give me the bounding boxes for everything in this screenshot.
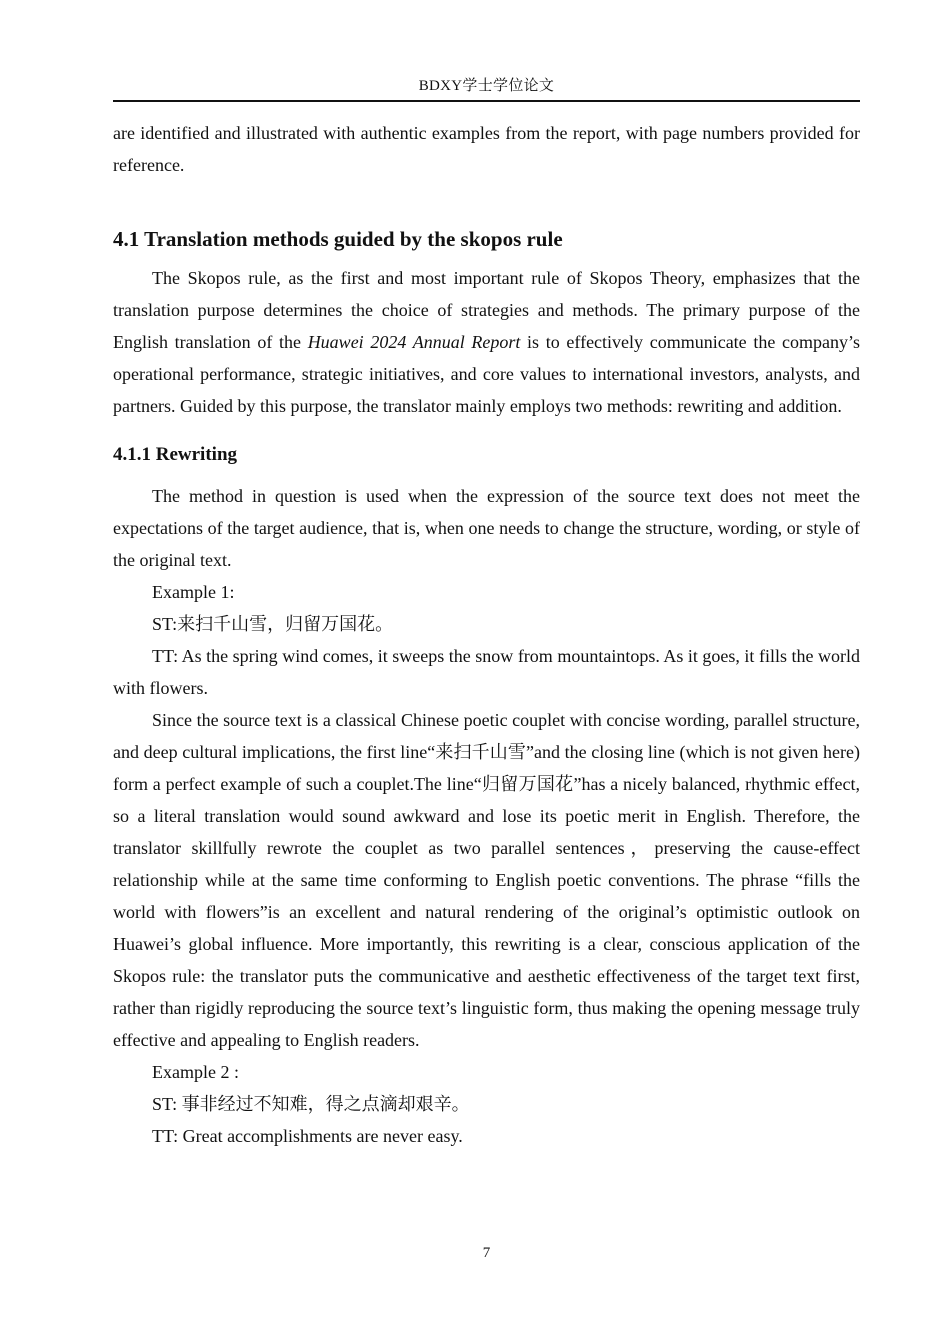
report-title: Huawei 2024 Annual Report (307, 332, 521, 352)
rewriting-definition-paragraph: The method in question is used when the expression of the source text does not meet the expectations of the target audience, that is, when one needs to change the structure, wording, or style of the original text. (113, 486, 860, 570)
section-heading-4-1: 4.1 Translation methods guided by the skopos rule (113, 227, 563, 251)
example-1-target-text: TT: As the spring wind comes, it sweeps the snow from mountaintops. As it goes, it fills the world with flowers. (113, 646, 860, 698)
header-rule (113, 100, 860, 102)
subsection-heading-4-1-1: 4.1.1 Rewriting (113, 444, 238, 465)
example-1-source-text: ST:来扫千山雪，归留万国花。 (152, 614, 394, 634)
example-2-source-text: ST: 事非经过不知难，得之点滴却艰辛。 (152, 1094, 470, 1114)
page-number: 7 (482, 1245, 491, 1261)
intro-paragraph: are identified and illustrated with authentic examples from the report, with page numbers provided for reference. (113, 123, 860, 175)
example-2-target-text: TT: Great accomplishments are never easy. (152, 1126, 463, 1146)
paragraph-text-after-title: is to effectively communicate the company’s operational performance, strategic initiatives, and core values to international investors, analysts, and partners. Guided by this purpose, the translator mainly employs two methods: rewriting and addition. (113, 332, 861, 416)
example-1-label: Example 1: (152, 582, 235, 602)
example-1-analysis-paragraph: Since the source text is a classical Chinese poetic couplet with concise wording, parallel structure, and deep cultural implications, the first line“来扫千山雪”and the closing line (which is not given here) form a perfect example of such a couplet.The line“归留万国花”has a nicely balanced, rhythmic effect, so a literal translation would sound awkward and lose its poetic merit in English. Therefore, the translator skillfully rewrote the couplet as two parallel sentences，preserving the cause-effect relationship while at the same time conforming to English poetic conventions. The phrase “fills the world with flowers”is an excellent and natural rendering of the original’s optimistic outlook on Huawei’s global influence. More importantly, this rewriting is a clear, conscious application of the Skopos rule: the translator puts the communicative and aesthetic effectiveness of the target text first, rather than rigidly reproducing the source text’s linguistic form, thus making the opening message truly effective and appealing to English readers. (113, 710, 860, 1050)
skopos-rule-paragraph (113, 262, 860, 422)
page-content (113, 117, 860, 1152)
running-header: BDXY学士学位论文 (418, 78, 555, 94)
example-2-label: Example 2 : (152, 1062, 239, 1082)
paragraph-text-before-title: The Skopos rule, as the first and most important rule of Skopos Theory, emphasizes that the translation purpose determines the choice of strategies and methods. The primary purpose of the English translation of the (113, 268, 860, 352)
